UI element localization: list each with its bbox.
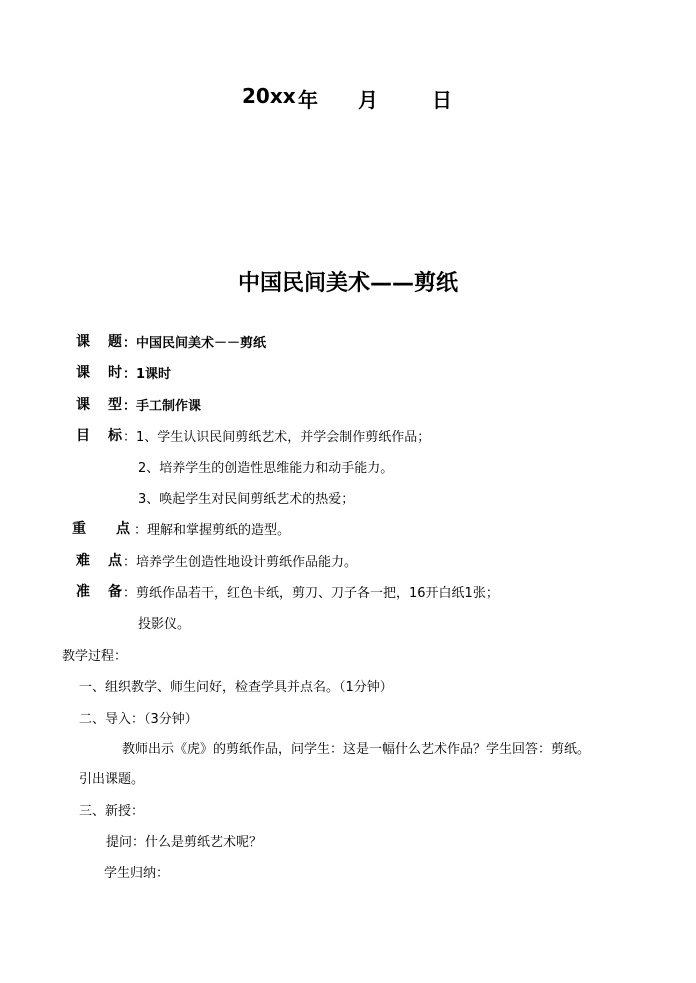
field-value: ：1、学生认识民间剪纸艺术，并学会制作剪纸作品； [123,430,431,445]
process-step-2-detail: 教师出示《虎》的剪纸作品，问学生：这是一幅什么艺术作品？学生回答：剪纸。 [122,742,591,757]
field-label-char-2: 标 [108,428,122,444]
field-label-char-2: 型 [108,397,122,413]
field-value: ：剪纸作品若干，红色卡纸，剪刀、刀子各一把，16开白纸1张； [123,586,499,601]
process-step-2: 二、导入：（3分钟） [79,712,198,727]
field-value: ：1课时 [123,367,172,382]
field-label-char-1: 课 [76,334,90,350]
preparation-cont: 投影仪。 [138,617,191,632]
date-year-char: 年 [298,88,318,112]
date-month-char: 月 [358,88,378,112]
field-label-char-1: 课 [76,397,90,413]
field-label-char-2: 备 [108,584,122,600]
date-day-char: 日 [432,88,452,112]
field-label-char-1: 课 [76,365,90,381]
field-label-char-2: 点 [116,521,130,537]
objective-3: 3、唤起学生对民间剪纸艺术的热爱； [138,492,355,507]
field-value: ：中国民间美术－－剪纸 [123,336,267,351]
document-title: 中国民间美术——剪纸 [237,271,458,296]
field-label-char-2: 时 [108,365,122,381]
process-summary: 学生归纳： [104,866,170,881]
field-label-char-2: 题 [108,334,122,350]
process-question: 提问：什么是剪纸艺术呢？ [106,835,263,850]
objective-2: 2、培养学生的创造性思维能力和动手能力。 [138,461,394,476]
field-label-char-1: 难 [76,553,90,569]
process-step-2-detail-cont: 引出课题。 [79,772,145,787]
date-year: 20xx [242,84,296,108]
process-heading: 教学过程： [62,649,128,664]
field-label-char-1: 重 [72,521,86,537]
field-label-char-1: 目 [76,428,90,444]
field-label-char-1: 准 [76,584,90,600]
process-step-3: 三、新授： [79,804,145,819]
field-value: ：培养学生创造性地设计剪纸作品能力。 [123,555,358,570]
field-value: ：理解和掌握剪纸的造型。 [134,523,291,538]
field-label-char-2: 点 [108,553,122,569]
field-value: ：手工制作课 [123,399,202,414]
process-step-1: 一、组织教学、师生问好，检查学具并点名。（1分钟） [79,680,393,695]
